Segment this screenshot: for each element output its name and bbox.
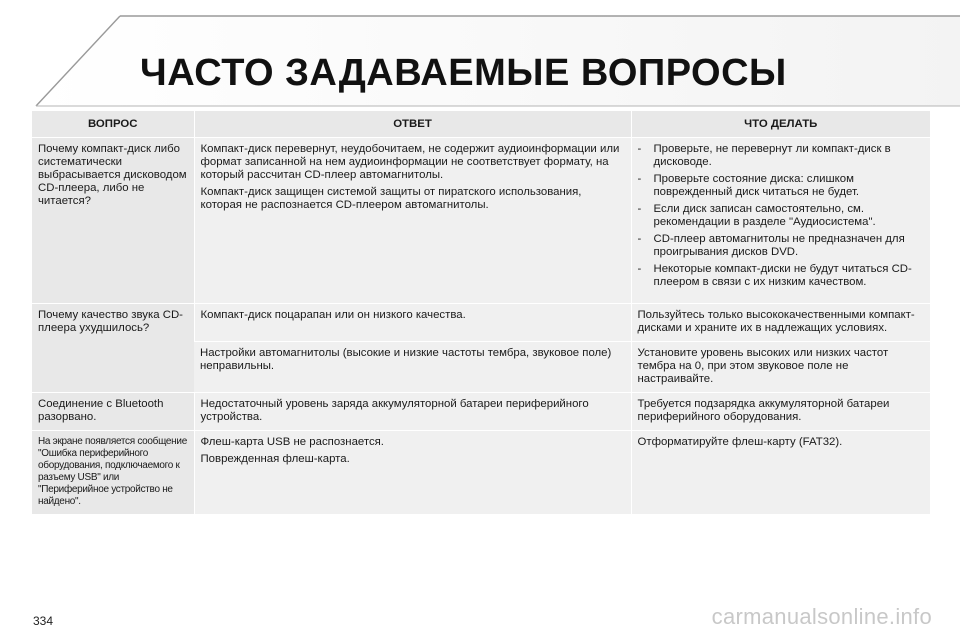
solution-text: Установите уровень высоких или низких частот тембра на 0, при этом звуковое поле не настраивайте. [637, 347, 889, 385]
solution-text: Некоторые компакт-диски не будут читаться CD-плеером в связи с их низким качеством. [653, 263, 912, 288]
answer-cell [194, 342, 631, 393]
page-title: ЧАСТО ЗАДАВАЕМЫЕ ВОПРОСЫ [140, 52, 787, 94]
answer-cell [194, 304, 631, 342]
question-text: Почему компакт-диск либо систематически выбрасывается дисководом CD-плеера, либо не читается? [38, 143, 187, 207]
table-row [32, 393, 930, 431]
answer-text: Флеш-карта USB не распознается. [200, 436, 384, 448]
question-cell [32, 393, 194, 431]
header-solution: ЧТО ДЕЛАТЬ [631, 111, 930, 138]
page-number: 334 [33, 614, 54, 628]
answer-text: Настройки автомагнитолы (высокие и низкие частоты тембра, звуковое поле) неправильны. [200, 347, 612, 372]
answer-text: Компакт-диск поцарапан или он низкого качества. [200, 309, 466, 321]
solution-list [638, 143, 925, 289]
solution-text: Пользуйтесь только высококачественными компакт-дисками и храните их в надлежащих условиях. [637, 309, 915, 334]
answer-cell [194, 431, 631, 515]
solution-cell [631, 393, 930, 431]
table-header-row [32, 111, 930, 138]
solution-text: Если диск записан самостоятельно, см. рекомендации в разделе "Аудиосистема". [653, 203, 876, 228]
table-row [32, 138, 930, 304]
answer-cell [194, 393, 631, 431]
list-item: - Проверьте состояние диска: слишком поврежденный диск читаться не будет. [637, 173, 860, 198]
solution-text: CD-плеер автомагнитолы не предназначен для проигрывания дисков DVD. [653, 233, 905, 258]
solution-text: Требуется подзарядка аккумуляторной батареи периферийного оборудования. [637, 398, 890, 423]
question-cell [32, 431, 194, 515]
question-cell [32, 138, 194, 304]
question-text: Соединение с Bluetooth разорвано. [38, 398, 164, 423]
list-item: - CD-плеер автомагнитолы не предназначен для проигрывания дисков DVD. [637, 233, 905, 258]
question-text: Почему качество звука CD-плеера ухудшилось? [38, 309, 183, 334]
header-answer: ОТВЕТ [194, 111, 631, 138]
answer-cell [194, 138, 631, 304]
solution-cell [631, 431, 930, 515]
solution-text: Проверьте состояние диска: слишком поврежденный диск читаться не будет. [653, 173, 860, 198]
answer-text: Недостаточный уровень заряда аккумуляторной батареи периферийного устройства. [200, 398, 589, 423]
answer-text: Поврежденная флеш-карта. [200, 453, 350, 465]
solution-text: Проверьте, не перевернут ли компакт-диск в дисководе. [653, 143, 891, 168]
table-row [32, 431, 930, 515]
list-item: - Некоторые компакт-диски не будут читаться CD-плеером в связи с их низким качеством. [637, 263, 912, 288]
solution-text: Отформатируйте флеш-карту (FAT32). [637, 436, 843, 448]
solution-cell [631, 342, 930, 393]
question-cell [32, 304, 194, 393]
table-row [32, 304, 930, 342]
list-item: - Если диск записан самостоятельно, см. рекомендации в разделе "Аудиосистема". [637, 203, 876, 228]
header-question: ВОПРОС [32, 111, 194, 138]
answer-text: Компакт-диск перевернут, неудобочитаем, не содержит аудиоинформации или формат записанной на нем аудиоинформации не соответствует формату, на который рассчитан CD-плеер автомагнитолы. [200, 143, 620, 181]
solution-cell [631, 304, 930, 342]
watermark: carmanualsonline.info [711, 604, 932, 629]
answer-text: Компакт-диск защищен системой защиты от пиратского использования, которая не распознается CD-плеером автомагнитолы. [200, 186, 582, 211]
faq-table [32, 111, 930, 514]
question-text: На экране появляется сообщение "Ошибка периферийного оборудования, подключаемого к разъему USB" или "Периферийное устройство не найдено". [38, 436, 187, 507]
list-item: - Проверьте, не перевернут ли компакт-диск в дисководе. [637, 143, 891, 168]
solution-cell [631, 138, 930, 304]
